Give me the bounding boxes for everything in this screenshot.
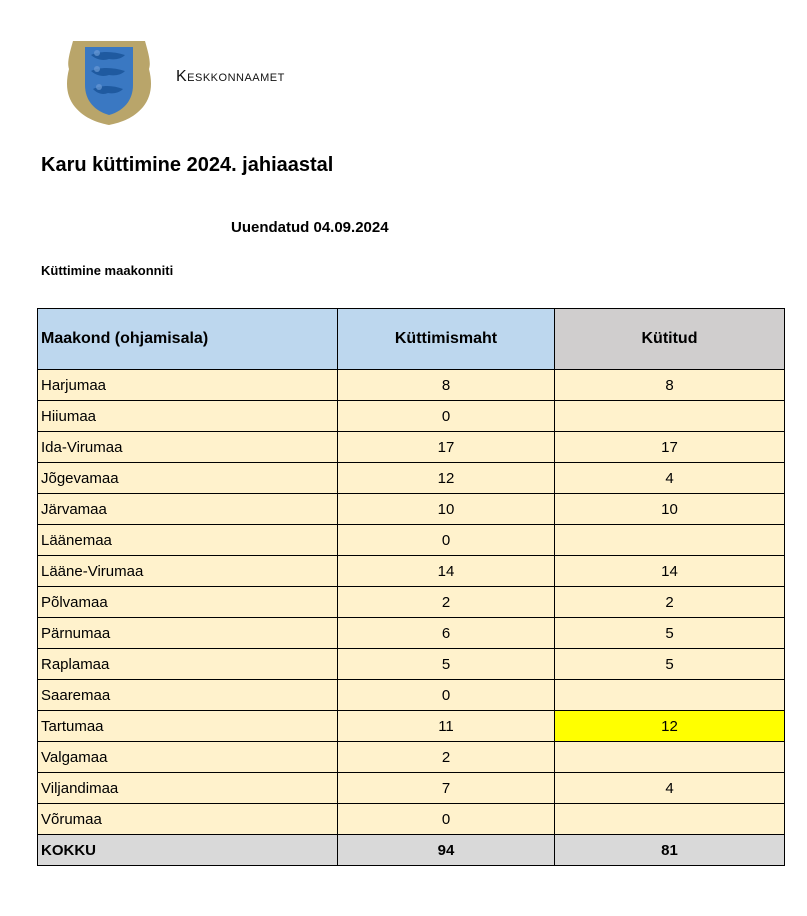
county-cell: Tartumaa: [38, 711, 338, 742]
table-row: [38, 587, 785, 618]
county-cell: Raplamaa: [38, 649, 338, 680]
county-cell: Võrumaa: [38, 804, 338, 835]
hunted-cell: [555, 401, 785, 432]
hunted-cell: 8: [555, 370, 785, 401]
quota-cell: 0: [338, 804, 555, 835]
table-row: [38, 370, 785, 401]
hunting-table: [37, 308, 785, 866]
county-cell: Lääne-Virumaa: [38, 556, 338, 587]
quota-cell: 2: [338, 587, 555, 618]
column-header-quota: Küttimismaht: [338, 309, 555, 370]
quota-cell: 14: [338, 556, 555, 587]
quota-cell: 8: [338, 370, 555, 401]
table-row: [38, 556, 785, 587]
hunted-cell: [555, 680, 785, 711]
table-header-row: [38, 309, 785, 370]
county-cell: Harjumaa: [38, 370, 338, 401]
table-row: [38, 773, 785, 804]
county-cell: Jõgevamaa: [38, 463, 338, 494]
hunted-cell: 17: [555, 432, 785, 463]
hunted-cell: [555, 742, 785, 773]
table-row: [38, 618, 785, 649]
coat-of-arms-emblem: [63, 35, 155, 127]
county-cell: Valgamaa: [38, 742, 338, 773]
page-title: Karu küttimine 2024. jahiaastal: [41, 154, 334, 176]
updated-date: Uuendatud 04.09.2024: [231, 219, 389, 236]
table-row: [38, 742, 785, 773]
county-cell: Põlvamaa: [38, 587, 338, 618]
quota-cell: 11: [338, 711, 555, 742]
quota-cell: 5: [338, 649, 555, 680]
hunted-cell: 2: [555, 587, 785, 618]
table-row: [38, 649, 785, 680]
county-cell: Läänemaa: [38, 525, 338, 556]
table-row: [38, 463, 785, 494]
table-row: [38, 494, 785, 525]
hunted-cell: 4: [555, 463, 785, 494]
table-row: [38, 401, 785, 432]
hunted-cell: 4: [555, 773, 785, 804]
hunted-cell: [555, 525, 785, 556]
table-body: [38, 370, 785, 866]
total-label-cell: KOKKU: [38, 835, 338, 866]
quota-cell: 12: [338, 463, 555, 494]
quota-cell: 2: [338, 742, 555, 773]
quota-cell: 10: [338, 494, 555, 525]
county-cell: Saaremaa: [38, 680, 338, 711]
column-header-county: Maakond (ohjamisala): [38, 309, 338, 370]
hunted-cell: [555, 804, 785, 835]
table-row: [38, 804, 785, 835]
quota-cell: 0: [338, 401, 555, 432]
table-total-row: [38, 835, 785, 866]
county-cell: Ida-Virumaa: [38, 432, 338, 463]
county-cell: Viljandimaa: [38, 773, 338, 804]
table-row: [38, 711, 785, 742]
total-quota-cell: 94: [338, 835, 555, 866]
organization-name: Keskkonnaamet: [176, 68, 285, 85]
hunted-cell: 5: [555, 618, 785, 649]
table-row: [38, 525, 785, 556]
county-cell: Järvamaa: [38, 494, 338, 525]
column-header-hunted: Kütitud: [555, 309, 785, 370]
county-cell: Hiiumaa: [38, 401, 338, 432]
quota-cell: 6: [338, 618, 555, 649]
quota-cell: 7: [338, 773, 555, 804]
total-hunted-cell: 81: [555, 835, 785, 866]
table-row: [38, 432, 785, 463]
hunted-cell: 12: [555, 711, 785, 742]
hunted-cell: 5: [555, 649, 785, 680]
section-label: Küttimine maakonniti: [41, 263, 174, 278]
quota-cell: 0: [338, 680, 555, 711]
hunted-cell: 10: [555, 494, 785, 525]
county-cell: Pärnumaa: [38, 618, 338, 649]
quota-cell: 0: [338, 525, 555, 556]
quota-cell: 17: [338, 432, 555, 463]
hunted-cell: 14: [555, 556, 785, 587]
table-row: [38, 680, 785, 711]
